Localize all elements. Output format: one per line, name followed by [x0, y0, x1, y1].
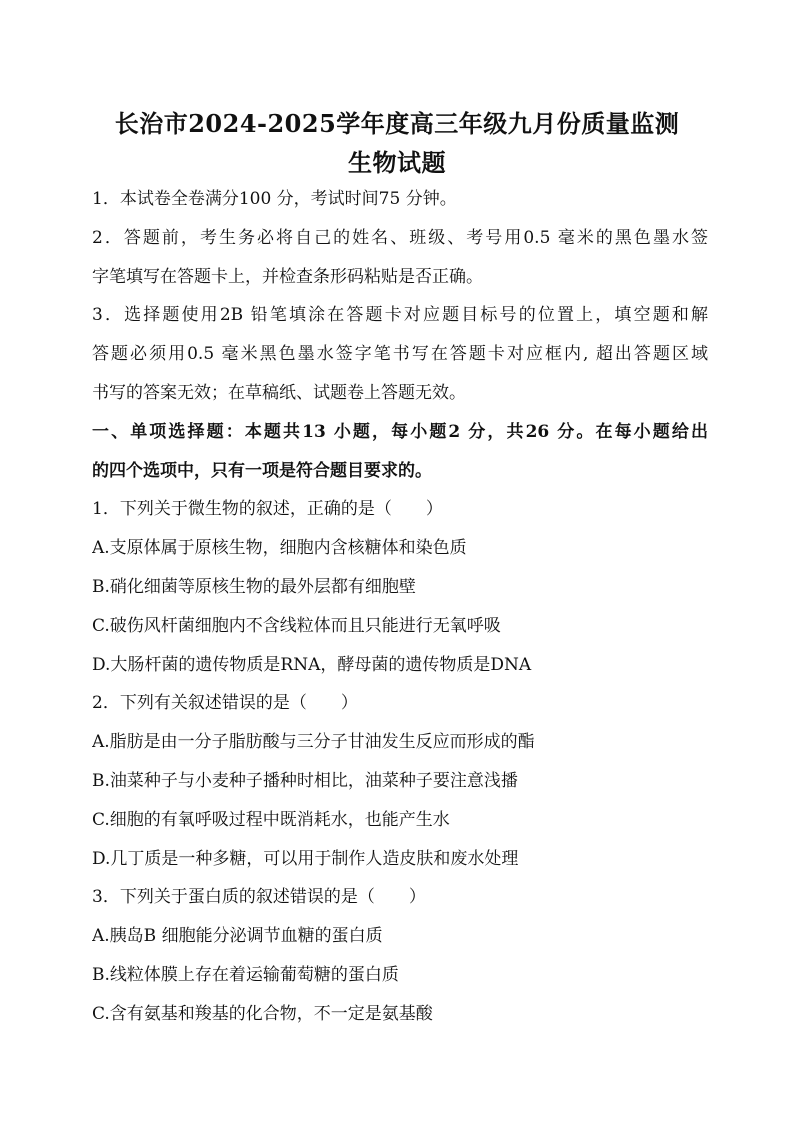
instruction-line: 2．答题前，考生务必将自己的姓名、班级、考号用0.5 毫米的黑色墨水签	[92, 227, 708, 248]
instruction-line: 答题必须用0.5 毫米黑色墨水签字笔书写在答题卡对应框内, 超出答题区域	[92, 344, 708, 365]
option-a: A.支原体属于原核生物，细胞内含核糖体和染色质	[92, 538, 467, 559]
instructions	[92, 184, 708, 417]
question-stem: 3．下列关于蛋白质的叙述错误的是（ ）	[92, 887, 426, 908]
exam-subtitle: 生物试题	[348, 148, 446, 177]
section-heading	[92, 417, 708, 495]
question-1	[92, 494, 708, 688]
question-stem: 1．下列关于微生物的叙述，正确的是（ ）	[92, 499, 443, 520]
exam-body	[92, 184, 708, 1038]
option-c: C.细胞的有氧呼吸过程中既消耗水，也能产生水	[92, 809, 450, 830]
instruction-line: 字笔填写在答题卡上，并检查条形码粘贴是否正确。	[92, 266, 483, 287]
exam-title: 长治市2024-2025学年度高三年级九月份质量监测	[114, 109, 680, 138]
section-heading-line: 的四个选项中，只有一项是符合题目要求的。	[92, 460, 432, 481]
option-a: A.胰岛B 细胞能分泌调节血糖的蛋白质	[92, 926, 383, 947]
option-b: B.硝化细菌等原核生物的最外层都有细胞壁	[92, 576, 416, 597]
option-d: D.大肠杆菌的遗传物质是RNA，酵母菌的遗传物质是DNA	[92, 654, 532, 675]
instruction-line: 1．本试卷全卷满分100 分，考试时间75 分钟。	[92, 189, 457, 209]
option-b: B.油菜种子与小麦种子播种时相比，油菜种子要注意浅播	[92, 770, 518, 791]
question-3	[92, 882, 708, 1037]
option-d: D.几丁质是一种多糖，可以用于制作人造皮肤和废水处理	[92, 848, 519, 869]
option-a: A.脂肪是由一分子脂肪酸与三分子甘油发生反应而形成的酯	[92, 732, 535, 753]
instruction-line: 3．选择题使用2B 铅笔填涂在答题卡对应题目标号的位置上，填空题和解	[92, 305, 708, 326]
option-b: B.线粒体膜上存在着运输葡萄糖的蛋白质	[92, 964, 399, 985]
option-c: C.含有氨基和羧基的化合物，不一定是氨基酸	[92, 1003, 433, 1024]
question-2	[92, 688, 708, 882]
option-c: C.破伤风杆菌细胞内不含线粒体而且只能进行无氧呼吸	[92, 615, 501, 636]
section-heading-line: 一、单项选择题：本题共13 小题，每小题2 分，共26 分。在每小题给出	[92, 421, 708, 442]
question-stem: 2．下列有关叙述错误的是（ ）	[92, 693, 358, 714]
instruction-line: 书写的答案无效；在草稿纸、试题卷上答题无效。	[92, 382, 466, 403]
